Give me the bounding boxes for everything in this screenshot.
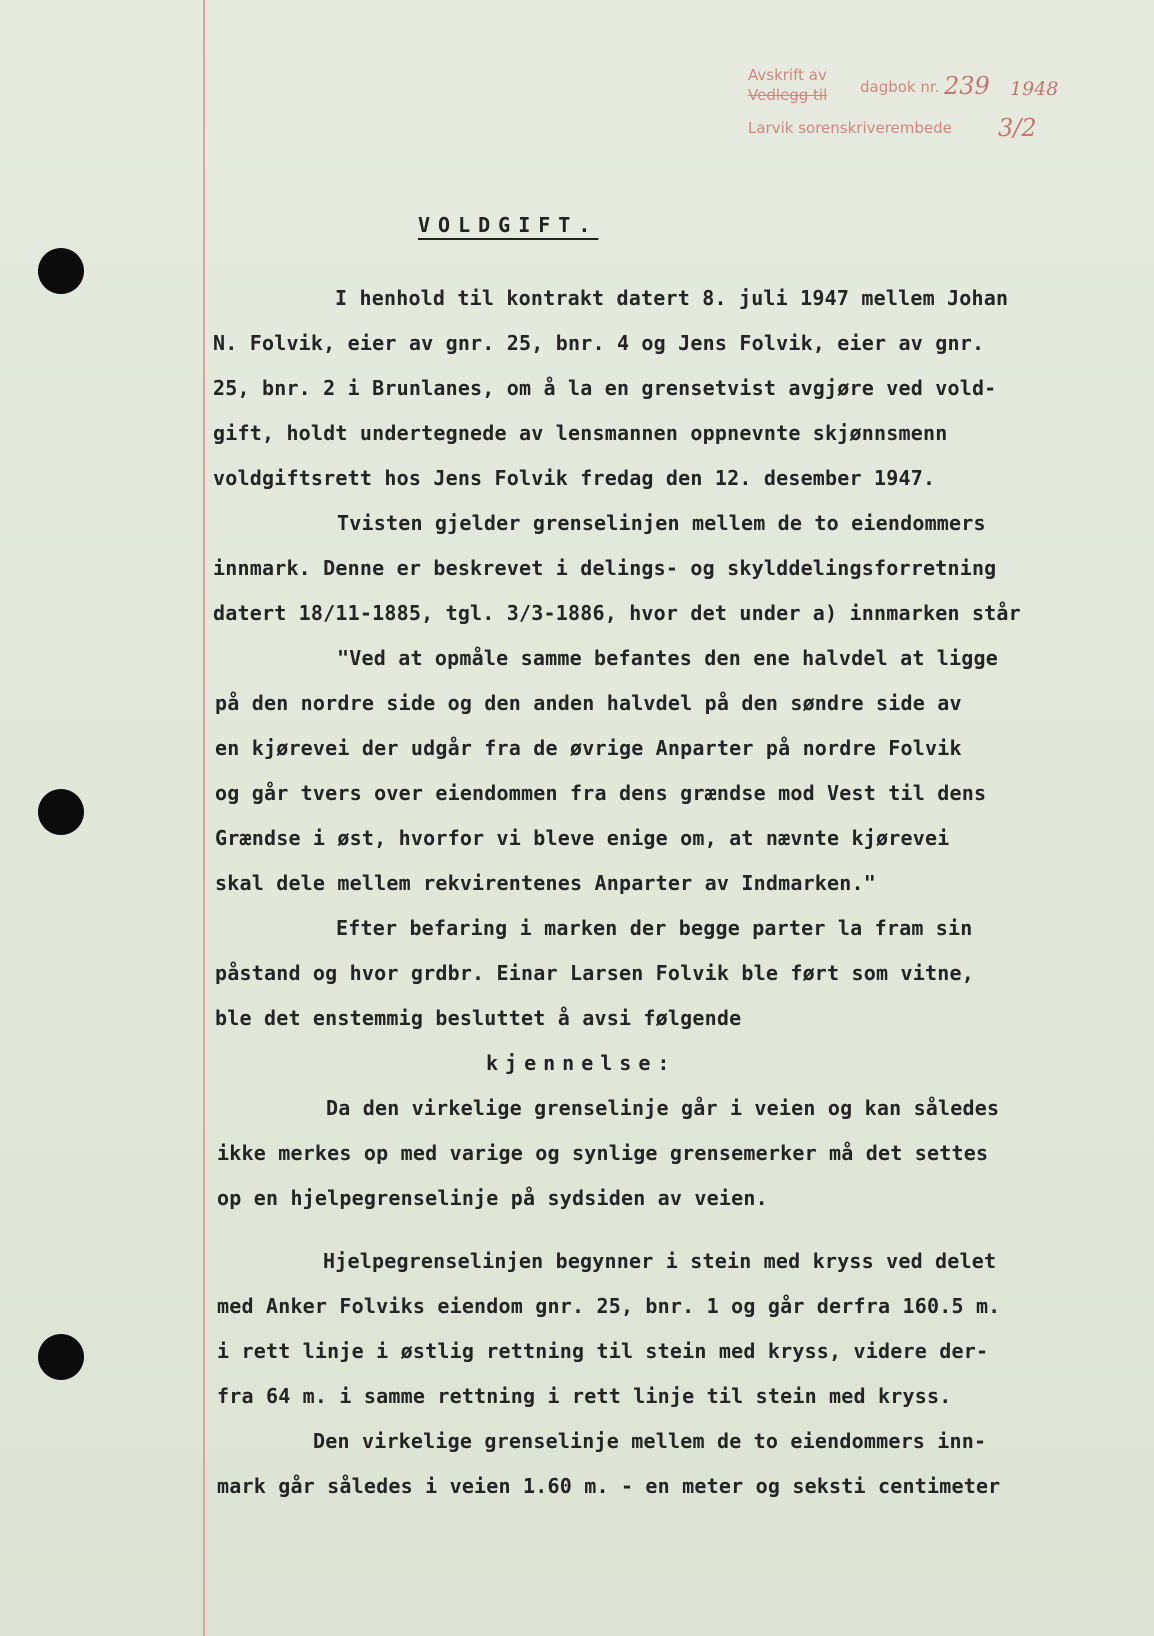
stamp-dagbok-label: dagbok nr. xyxy=(860,78,940,96)
document-title: VOLDGIFT. xyxy=(418,213,599,237)
text-line: Efter befaring i marken der begge parter la fram sin xyxy=(336,916,973,940)
text-line: ikke merkes op med varige og synlige grensemerker må det settes xyxy=(217,1141,989,1165)
text-line: Grændse i øst, hvorfor vi bleve enige om, at nævnte kjørevei xyxy=(215,826,950,850)
text-line: voldgiftsrett hos Jens Folvik fredag den 12. desember 1947. xyxy=(213,466,936,490)
stamp-dagbok-number: 239 xyxy=(944,72,990,100)
section-heading: kjennelse: xyxy=(486,1051,677,1075)
text-line: 25, bnr. 2 i Brunlanes, om å la en grensetvist avgjøre ved vold- xyxy=(213,376,997,400)
stamp-year: 1948 xyxy=(1010,78,1059,100)
text-line: Den virkelige grenselinje mellem de to eiendommers inn- xyxy=(313,1429,987,1453)
text-line: i rett linje i østlig rettning til stein med kryss, videre der- xyxy=(217,1339,989,1363)
stamp-vedlegg: Vedlegg til xyxy=(748,86,828,104)
stamp-office: Larvik sorenskriverembede xyxy=(748,119,952,137)
text-line: N. Folvik, eier av gnr. 25, bnr. 4 og Jens Folvik, eier av gnr. xyxy=(213,331,985,355)
text-line: fra 64 m. i samme rettning i rett linje til stein med kryss. xyxy=(217,1384,952,1408)
text-line: påstand og hvor grdbr. Einar Larsen Folvik ble ført som vitne, xyxy=(215,961,974,985)
text-line: gift, holdt undertegnede av lensmannen oppnevnte skjønnsmenn xyxy=(213,421,948,445)
stamp-date: 3/2 xyxy=(998,114,1037,142)
margin-line xyxy=(203,0,205,1636)
text-line: Da den virkelige grenselinje går i veien og kan således xyxy=(326,1096,1000,1120)
text-line: på den nordre side og den anden halvdel på den søndre side av xyxy=(215,691,962,715)
text-line: Tvisten gjelder grenselinjen mellem de to eiendommers xyxy=(337,511,986,535)
text-line: "Ved at opmåle samme befantes den ene halvdel at ligge xyxy=(337,646,999,670)
text-line: en kjørevei der udgår fra de øvrige Anparter på nordre Folvik xyxy=(215,736,962,760)
punch-hole-middle xyxy=(38,789,84,835)
text-line: og går tvers over eiendommen fra dens grændse mod Vest til dens xyxy=(215,781,987,805)
text-line: mark går således i veien 1.60 m. - en meter og seksti centimeter xyxy=(217,1474,1001,1498)
text-line: Hjelpegrenselinjen begynner i stein med kryss ved delet xyxy=(323,1249,997,1273)
text-line: innmark. Denne er beskrevet i delings- og skylddelingsforretning xyxy=(213,556,997,580)
text-line: op en hjelpegrenselinje på sydsiden av veien. xyxy=(217,1186,768,1210)
text-line: med Anker Folviks eiendom gnr. 25, bnr. 1 og går derfra 160.5 m. xyxy=(217,1294,1001,1318)
text-line: ble det enstemmig besluttet å avsi følgende xyxy=(215,1006,742,1030)
text-line: datert 18/11-1885, tgl. 3/3-1886, hvor det under a) innmarken står xyxy=(213,601,1021,625)
text-line: I henhold til kontrakt datert 8. juli 1947 mellem Johan xyxy=(335,286,1009,310)
stamp-avskrift: Avskrift av xyxy=(748,66,827,84)
punch-hole-top xyxy=(38,248,84,294)
punch-hole-bottom xyxy=(38,1334,84,1380)
text-line: skal dele mellem rekvirentenes Anparter av Indmarken." xyxy=(215,871,877,895)
